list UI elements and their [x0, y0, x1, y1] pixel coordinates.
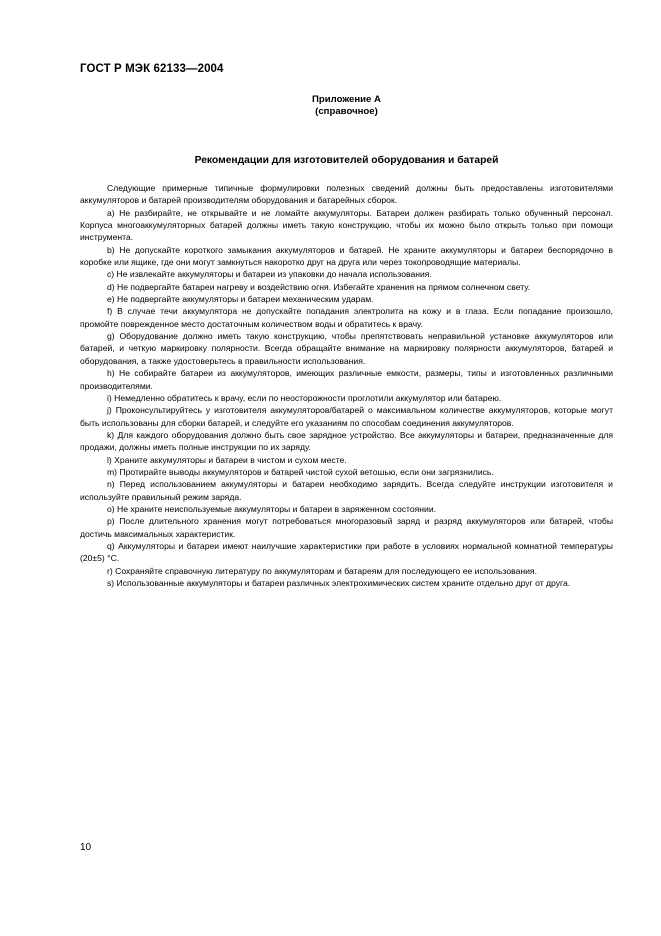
recommendation-k: k) Для каждого оборудования должно быть свое зарядное устройство. Все аккумуляторы и батареи, предназначенные для продажи, должны иметь полные инструкции по их заряду.: [80, 429, 613, 453]
recommendation-b: b) Не допускайте короткого замыкания аккумуляторов и батарей. Не храните аккумуляторы и батареи беспорядочно в коробке или ящике, где они могут замкнуться накоротко друг на друга или через токопроводящие материалы.: [80, 244, 613, 268]
page-number: 10: [80, 842, 92, 853]
recommendation-p: p) После длительного хранения могут потребоваться многоразовый заряд и разряд аккумуляторов или батарей, чтобы достичь максимальных характеристик.: [80, 516, 613, 539]
recommendation-e: e) Не подвергайте аккумуляторы и батареи механическим ударам.: [107, 294, 374, 305]
recommendation-r: r) Сохраняйте справочную литературу по аккумуляторам и батареям для последующего ее использования.: [107, 565, 537, 576]
recommendation-o: o) Не храните неиспользуемые аккумуляторы и батареи в заряженном состоянии.: [107, 503, 437, 514]
appendix-title: Приложение А: [312, 94, 381, 105]
intro-paragraph: Следующие примерные типичные формулировки полезных сведений должны быть предоставлены изготовителями аккумуляторов и батарей производителям оборудования и батарейных сборок.: [80, 183, 613, 206]
appendix-heading: [80, 94, 613, 118]
body-text: [80, 182, 613, 589]
recommendation-m: m) Протирайте выводы аккумуляторов и батарей чистой сухой ветошью, если они загрязнились.: [107, 466, 494, 477]
recommendation-q: q) Аккумуляторы и батареи имеют наилучшие характеристики при работе в условиях нормальной комнатной температуры (20±5) °С.: [80, 540, 613, 564]
recommendation-f: f) В случае течи аккумулятора не допускайте попадания электролита на кожу и в глаза. Если попадание произошло, промойте поврежденное место достаточным количеством воды и обратитесь к врачу.: [80, 306, 613, 329]
section-title: Рекомендации для изготовителей оборудования и батарей: [194, 155, 499, 166]
recommendation-c: c) Не извлекайте аккумуляторы и батареи из упаковки до начала использования.: [107, 269, 432, 280]
document-code-header: ГОСТ Р МЭК 62133—2004: [80, 63, 224, 75]
recommendation-g: g) Оборудование должно иметь такую конструкцию, чтобы препятствовать неправильной установке аккумуляторов или батарей, и четкую маркировку полярности. Всегда обращайте внимание на маркировку полярности аккумуляторов, батарей и оборудования, а также удостоверьтесь в правильности использования.: [80, 331, 613, 366]
recommendation-a: a) Не разбирайте, не открывайте и не ломайте аккумуляторы. Батареи должен разбирать только обученный персонал. Корпуса многоаккумуляторных батарей должны иметь такую конструкцию, чтобы их можно было открыть только при помощи инструмента.: [80, 207, 613, 243]
recommendation-h: h) Не собирайте батареи из аккумуляторов, имеющих различные емкости, размеры, типы и изготовленных различными производителями.: [80, 368, 613, 391]
appendix-subtitle: (справочное): [315, 106, 378, 117]
recommendation-i: i) Немедленно обратитесь к врачу, если по неосторожности проглотили аккумулятор или батарею.: [107, 392, 502, 403]
recommendation-n: n) Перед использованием аккумуляторы и батареи необходимо зарядить. Всегда следуйте инструкции изготовителя и используйте правильный режим заряда.: [80, 479, 613, 502]
recommendation-s: s) Использованные аккумуляторы и батареи различных электрохимических систем храните отдельно друг от друга.: [107, 578, 571, 588]
recommendation-d: d) Не подвергайте батареи нагреву и воздействию огня. Избегайте хранения на прямом солнечном свету.: [107, 281, 531, 292]
recommendation-j: j) Проконсультируйтесь у изготовителя аккумуляторов/батарей о максимальном количестве аккумуляторов, которые могут быть использованы для сборки батарей, и следуйте его указаниям по способам соединения аккумуляторов.: [80, 405, 613, 428]
recommendation-l: l) Храните аккумуляторы и батареи в чистом и сухом месте.: [107, 454, 347, 465]
